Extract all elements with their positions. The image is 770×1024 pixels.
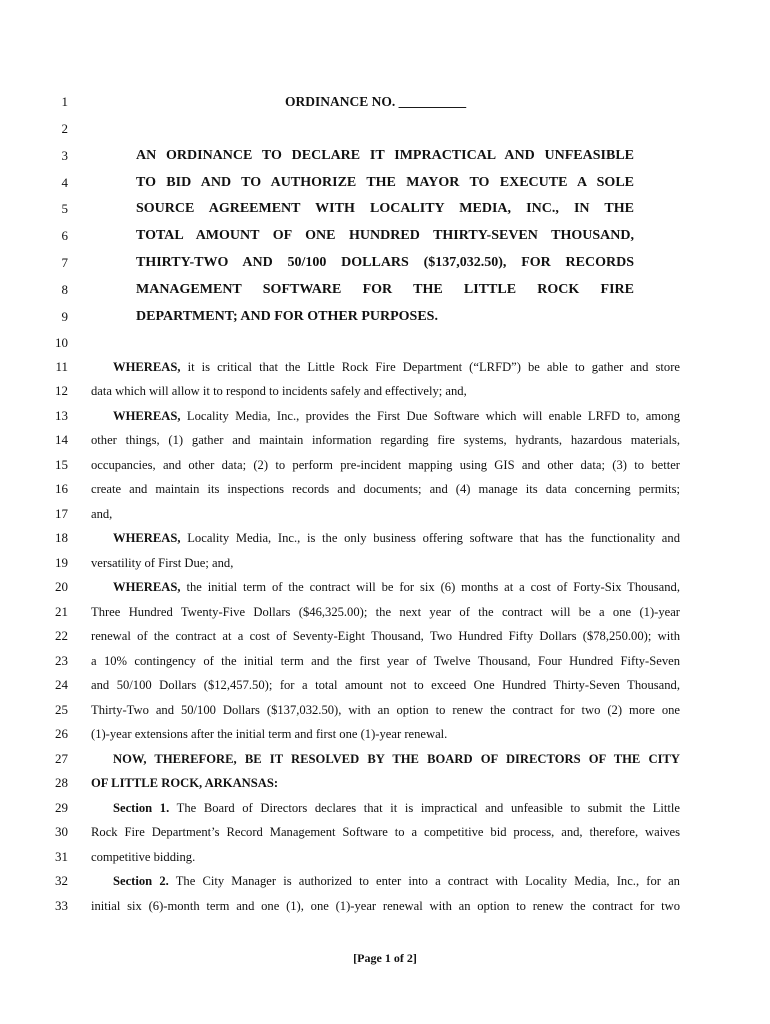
body-text: the initial term of the contract will be for six (6) months at a cost of Forty-Six Thousand, xyxy=(180,580,680,594)
line-number: 10 xyxy=(55,335,68,350)
line-number: 23 xyxy=(55,653,68,668)
body-line: create and maintain its inspections records and documents; and (4) manage its data concerning permits; xyxy=(91,482,680,496)
line-number: 13 xyxy=(55,408,68,423)
body-line: and, xyxy=(91,507,113,521)
line-number: 8 xyxy=(61,282,68,297)
body-line xyxy=(91,873,680,889)
line-number: 16 xyxy=(55,481,68,496)
body-line xyxy=(91,579,680,595)
section-lead: Section 2. xyxy=(113,874,169,888)
line-number: 18 xyxy=(55,530,68,545)
line-number: 11 xyxy=(55,359,68,374)
heading-line: TO BID AND TO AUTHORIZE THE MAYOR TO EXECUTE A SOLE xyxy=(136,175,634,190)
whereas-lead: WHEREAS, xyxy=(113,580,181,594)
body-line: Rock Fire Department’s Record Management Software to a competitive bid process, and, therefore, waives xyxy=(91,825,680,839)
body-line: other things, (1) gather and maintain information regarding fire systems, hydrants, hazardous materials, xyxy=(91,433,680,447)
heading-line: MANAGEMENT SOFTWARE FOR THE LITTLE ROCK FIRE xyxy=(136,282,634,297)
body-line: a 10% contingency of the initial term and the first year of Twelve Thousand, Four Hundred Fifty-Seven xyxy=(91,654,680,668)
line-number: 9 xyxy=(61,309,68,324)
body-line: data which will allow it to respond to incidents safely and effectively; and, xyxy=(91,384,467,398)
line-number: 14 xyxy=(55,432,68,447)
line-number: 26 xyxy=(55,726,68,741)
line-number: 28 xyxy=(55,775,68,790)
body-line: initial six (6)-month term and one (1), one (1)-year renewal with an option to renew the contract for two xyxy=(91,899,680,913)
heading-line: AN ORDINANCE TO DECLARE IT IMPRACTICAL AND UNFEASIBLE xyxy=(136,148,634,163)
body-line xyxy=(91,530,680,546)
body-line: occupancies, and other data; (2) to perform pre-incident mapping using GIS and other data; (3) to better xyxy=(91,458,680,472)
whereas-lead: WHEREAS, xyxy=(113,409,181,423)
section-lead: Section 1. xyxy=(113,801,170,815)
line-number: 25 xyxy=(55,702,68,717)
line-number: 27 xyxy=(55,751,68,766)
line-number: 3 xyxy=(61,148,68,163)
heading-line: DEPARTMENT; AND FOR OTHER PURPOSES. xyxy=(136,309,438,324)
whereas-lead: WHEREAS, xyxy=(113,531,181,545)
body-line: Thirty-Two and 50/100 Dollars ($137,032.50), with an option to renew the contract for two (2) more one xyxy=(91,703,680,717)
line-number: 33 xyxy=(55,898,68,913)
line-number: 4 xyxy=(61,175,68,190)
body-text: Locality Media, Inc., provides the First Due Software which will enable LRFD to, among xyxy=(180,409,680,423)
heading-line: TOTAL AMOUNT OF ONE HUNDRED THIRTY-SEVEN THOUSAND, xyxy=(136,228,634,243)
line-number: 29 xyxy=(55,800,68,815)
line-number: 15 xyxy=(55,457,68,472)
page-footer: [Page 1 of 2] xyxy=(353,951,417,965)
body-line: competitive bidding. xyxy=(91,850,196,864)
body-text: it is critical that the Little Rock Fire Department (“LRFD”) be able to gather and store xyxy=(180,360,680,374)
resolved-line: OF LITTLE ROCK, ARKANSAS: xyxy=(91,776,279,790)
body-text: The City Manager is authorized to enter into a contract with Locality Media, Inc., for an xyxy=(168,874,680,888)
line-number: 32 xyxy=(55,873,68,888)
whereas-lead: WHEREAS, xyxy=(113,360,181,374)
line-number: 12 xyxy=(55,383,68,398)
body-line: Three Hundred Twenty-Five Dollars ($46,325.00); the next year of the contract will be a one (1)-year xyxy=(91,605,680,619)
heading-line: SOURCE AGREEMENT WITH LOCALITY MEDIA, INC., IN THE xyxy=(136,201,634,216)
line-number: 7 xyxy=(61,255,68,270)
line-number: 1 xyxy=(61,94,68,109)
line-number: 19 xyxy=(55,555,68,570)
line-number: 31 xyxy=(55,849,68,864)
body-line xyxy=(91,800,680,816)
line-number: 5 xyxy=(61,201,68,216)
body-text: Locality Media, Inc., is the only business offering software that has the functionality and xyxy=(180,531,680,545)
line-number: 2 xyxy=(61,121,68,136)
body-line xyxy=(91,408,680,424)
body-line: renewal of the contract at a cost of Seventy-Eight Thousand, Two Hundred Fifty Dollars ($78,250.00); with xyxy=(91,629,680,643)
body-line: versatility of First Due; and, xyxy=(91,556,234,570)
line-number: 17 xyxy=(55,506,68,521)
ordinance-title: ORDINANCE NO. __________ xyxy=(285,94,467,109)
line-number: 22 xyxy=(55,628,68,643)
body-text: The Board of Directors declares that it is impractical and unfeasible to submit the Little xyxy=(169,801,680,815)
body-line: and 50/100 Dollars ($12,457.50); for a total amount not to exceed One Hundred Thirty-Seven Thousand, xyxy=(91,678,680,692)
line-number: 30 xyxy=(55,824,68,839)
body-line xyxy=(91,359,680,375)
resolved-line: NOW, THEREFORE, BE IT RESOLVED BY THE BOARD OF DIRECTORS OF THE CITY xyxy=(113,752,680,766)
line-number: 6 xyxy=(61,228,68,243)
heading-line: THIRTY-TWO AND 50/100 DOLLARS ($137,032.50), FOR RECORDS xyxy=(136,255,634,270)
line-number: 24 xyxy=(55,677,68,692)
body-line: (1)-year extensions after the initial term and first one (1)-year renewal. xyxy=(91,727,448,741)
line-number: 20 xyxy=(55,579,68,594)
line-number: 21 xyxy=(55,604,68,619)
